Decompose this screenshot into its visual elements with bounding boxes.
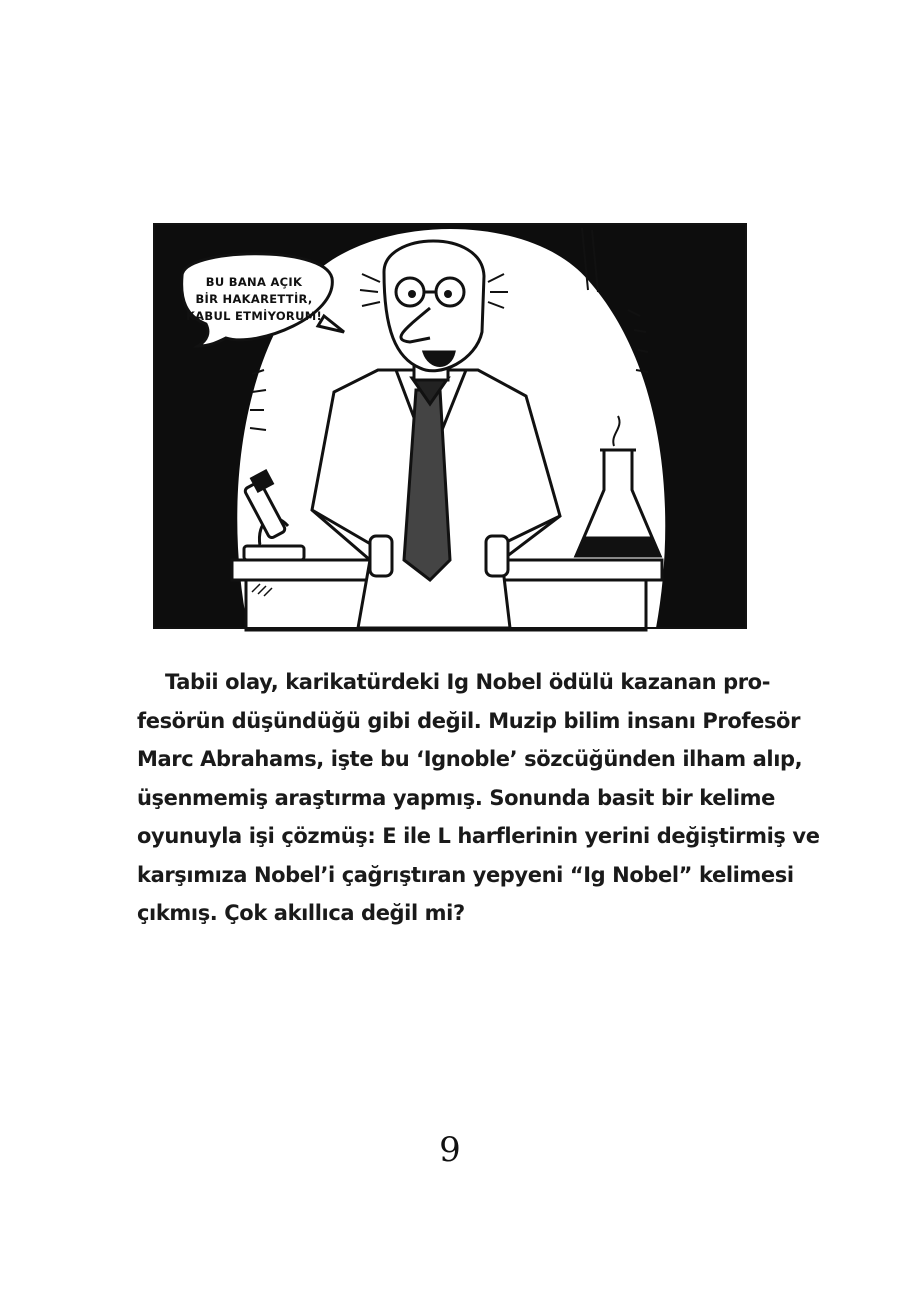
speech-line: KABUL ETMİYORUM!: [185, 309, 323, 323]
paragraph-line: üşenmemiş araştırma yapmış. Sonunda basit bir kelime: [137, 785, 776, 810]
body-paragraph: [137, 663, 820, 933]
paragraph-line: Marc Abrahams, işte bu ‘Ignoble’ sözcüğünden ilham alıp,: [137, 747, 803, 771]
paragraph-line: oyunuyla işi çözmüş: E ile L harflerinin yerini değiştirmiş ve: [137, 824, 820, 848]
paragraph-line: karşımıza Nobel’i çağrıştıran yepyeni “Ig Nobel” kelimesi: [137, 862, 794, 887]
paragraph-line: Tabii olay, karikatürdeki Ig Nobel ödülü kazanan pro-: [165, 670, 771, 694]
paragraph-line: fesörün düşündüğü gibi değil. Muzip bilim insanı Profesör: [137, 708, 801, 733]
paragraph-line: çıkmış. Çok akıllıca değil mi?: [137, 901, 465, 925]
speech-line: BİR HAKARETTİR,: [195, 292, 313, 306]
page-number: 9: [439, 1130, 461, 1170]
speech-line: BU BANA AÇIK: [205, 275, 303, 289]
speech-bubble-text: [181, 274, 327, 325]
